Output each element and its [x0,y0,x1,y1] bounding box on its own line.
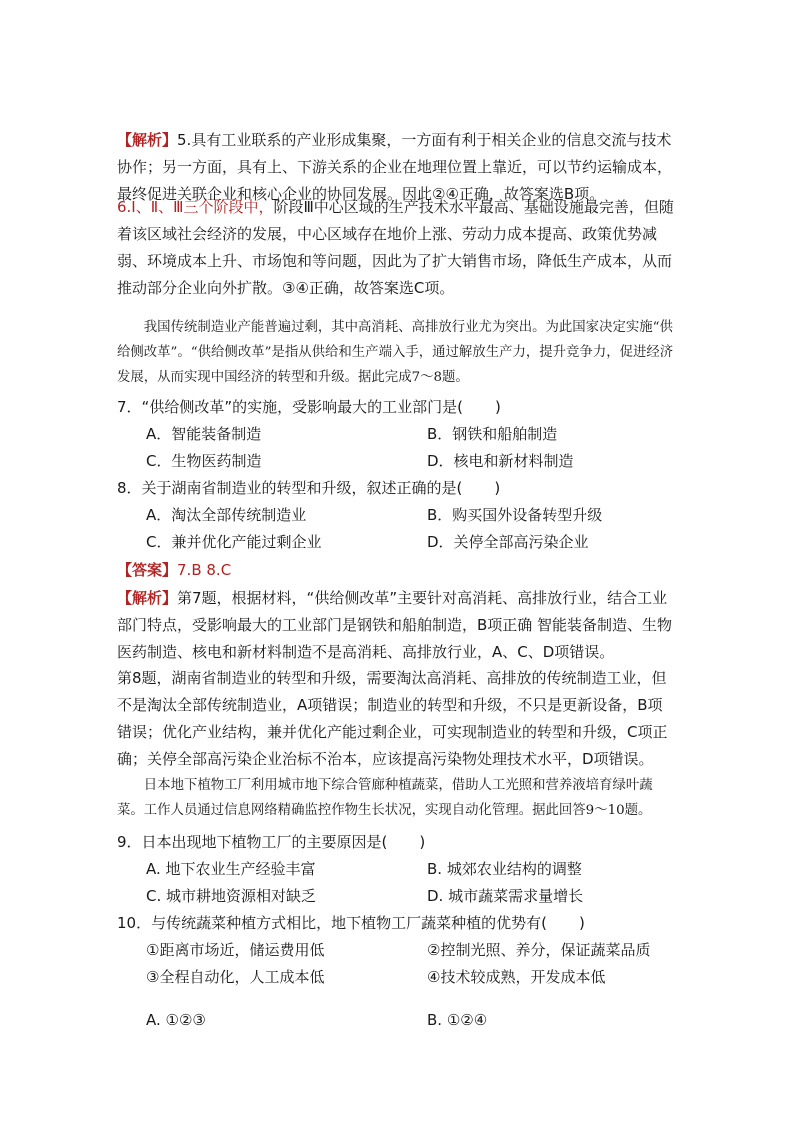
question-7: 7．“供给侧改革”的实施，受影响最大的工业部门是( ) [117,398,501,416]
question-9-option-c: C. 城市耕地资源相对缺乏 [146,887,317,905]
question-8-option-b: B．购买国外设备转型升级 [427,506,603,524]
question-10-item-2: ②控制光照、养分，保证蔬菜品质 [427,941,651,959]
question-8-stem: 8．关于湖南省制造业的转型和升级，叙述正确的是( [117,479,463,497]
question-8-option-c: C．兼并优化产能过剩企业 [146,533,322,551]
analysis-q6-text: 阶段Ⅲ中心区域的生产技术水平最高、基础设施最完善，但随着该区域社会经济的发展，中心区域存在地价上涨、劳动力成本提高、政策优势减弱、环境成本上升、市场饱和等问题，因此为了扩大销售市场，降低生产成本，从而推动部分企业向外扩散。③④正确，故答案选C项。 [117,198,674,297]
reading-passage-9-10: 日本地下植物工厂利用城市地下综合管廊种植蔬菜，借助人工光照和营养液培育绿叶蔬菜。工作人员通过信息网络精确监控作物生长状况，实现自动化管理。据此回答9～10题。 [117,778,653,818]
question-9: 9．日本出现地下植物工厂的主要原因是( ) [117,833,426,851]
question-7-stem: 7．“供给侧改革”的实施，受影响最大的工业部门是( [117,398,463,416]
question-10-option-a: A. ①②③ [146,1011,206,1029]
analysis-7-8 [117,585,677,666]
analysis-q6 [117,194,677,302]
analysis-text: 5.具有工业联系的产业形成集聚，一方面有利于相关企业的信息交流与技术协作；另一方面，具有上、下游关系的企业在地理位置上靠近，可以节约运输成本，最终促进关联企业和核心企业的协同发展。因此②④正确，故答案选B项。 [117,131,673,203]
answer-text: 7.B 8.C [177,561,232,579]
question-10-item-4: ④技术较成熟，开发成本低 [427,968,606,986]
question-7-option-a: A．智能装备制造 [146,425,262,443]
analysis-q6-prefix: 6.Ⅰ、Ⅱ、Ⅲ三个阶段中， [117,198,274,216]
question-10-stem: 10．与传统蔬菜种植方式相比，地下植物工厂蔬菜种植的优势有( [117,914,547,932]
question-8-option-d: D．关停全部高污染企业 [427,533,589,551]
analysis-q7-text: 第7题，根据材料，“供给侧改革”主要针对高消耗、高排放行业，结合工业部门特点，受影响最大的工业部门是钢铁和船舶制造，B项正确 智能装备制造、生物医药制造、核电和新材料制造不是高消耗、高排放行业，A、C、D项错误。 [117,589,673,661]
question-7-option-d: D．核电和新材料制造 [427,452,574,470]
reading-passage-7-8: 我国传统制造业产能普遍过剩，其中高消耗、高排放行业尤为突出。为此国家决定实施“供给侧改革”。“供给侧改革”是指从供给和生产端入手，通过解放生产力，提升竞争力，促进经济发展，从而实现中国经济的转型和升级。据此完成7～8题。 [117,320,674,385]
analysis-q8: 第8题，湖南省制造业的转型和升级，需要淘汰高消耗、高排放的传统制造工业，但不是淘汰全部传统制造业，A项错误；制造业的转型和升级，不只是更新设备，B项错误；优化产业结构，兼并优化产能过剩企业，可实现制造业的转型和升级，C项正确；关停全部高污染企业治标不治本，应该提高污染物处理技术水平，D项错误。 [117,669,668,768]
question-10-option-b: B. ①②④ [427,1011,488,1029]
question-9-option-d: D. 城市蔬菜需求量增长 [427,887,584,905]
question-9-option-b: B. 城郊农业结构的调整 [427,860,582,878]
answer-tag: 【答案】 [117,561,178,579]
question-10-item-3: ③全程自动化，人工成本低 [146,968,325,986]
question-7-option-b: B．钢铁和船舶制造 [427,425,558,443]
question-8-option-a: A．淘汰全部传统制造业 [146,506,307,524]
question-7-option-c: C．生物医药制造 [146,452,262,470]
answer-7-8 [117,560,677,580]
question-9-option-a: A. 地下农业生产经验丰富 [146,860,316,878]
analysis-tag: 【解析】 [117,131,178,149]
question-9-stem: 9．日本出现地下植物工厂的主要原因是( [117,833,388,851]
analysis-tag: 【解析】 [117,589,178,607]
question-8: 8．关于湖南省制造业的转型和升级，叙述正确的是( ) [117,479,501,497]
question-10: 10．与传统蔬菜种植方式相比，地下植物工厂蔬菜种植的优势有( ) [117,914,585,932]
question-10-item-1: ①距离市场近，储运费用低 [146,941,325,959]
